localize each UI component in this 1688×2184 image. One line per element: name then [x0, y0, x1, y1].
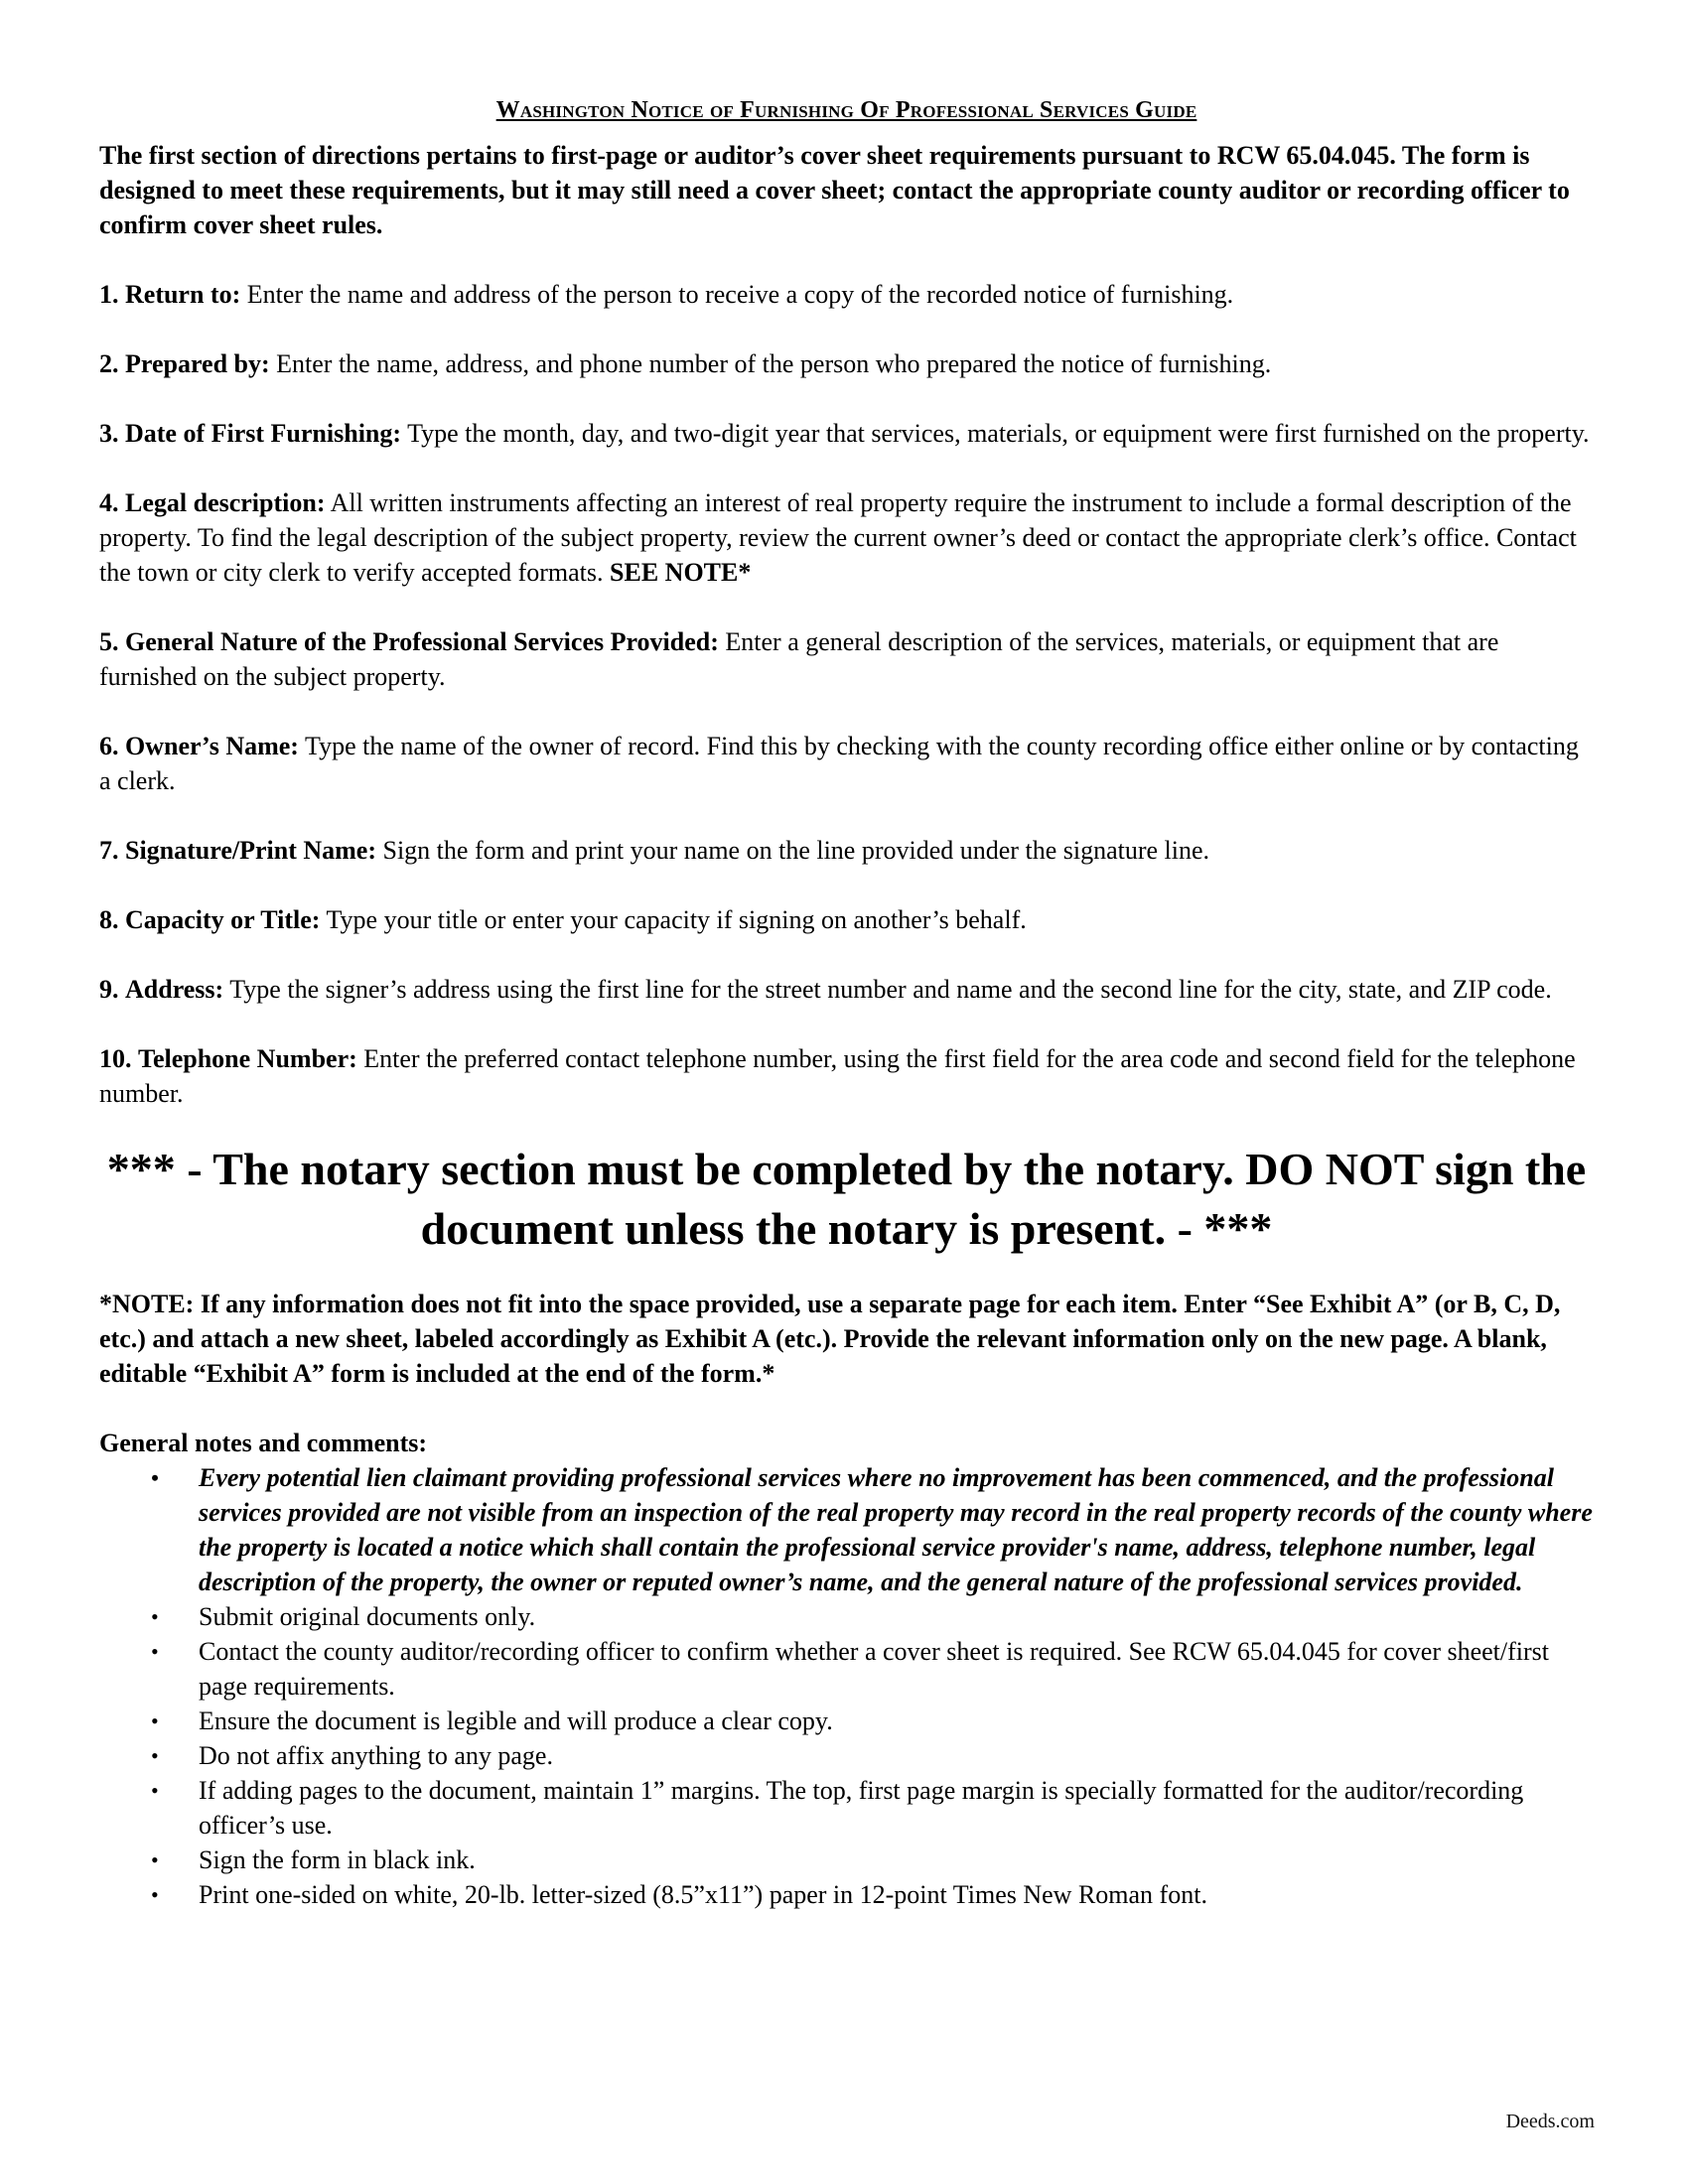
item-text: Sign the form and print your name on the line provided under the signature line. — [376, 836, 1210, 865]
instruction-item-3 — [99, 416, 1594, 451]
general-notes-list — [99, 1460, 1594, 1912]
exhibit-footnote: *NOTE: If any information does not fit into the space provided, use a separate page for each item. Enter “See Exhibit A” (or B, C, D, etc.) and attach a new sheet, labeled accordingly as Exhibit A (etc.). Provide the relevant information only on the new page. A blank, editable “Exhibit A” form is included at the end of the form.* — [99, 1290, 1561, 1388]
item-number: 6. — [99, 732, 119, 760]
item-label: Date of First Furnishing: — [125, 419, 402, 448]
instruction-item-7 — [99, 833, 1594, 868]
item-text: Type the signer’s address using the first line for the street number and name and the second line for the city, state, and ZIP code. — [223, 975, 1552, 1004]
document-title: Washington Notice of Furnishing Of Professional Services Guide — [495, 97, 1197, 123]
item-label: General Nature of the Professional Services Provided: — [125, 627, 719, 656]
item-label: Legal description: — [125, 488, 326, 517]
item-number: 4. — [99, 488, 119, 517]
bullet-icon: • — [151, 1743, 159, 1768]
instruction-item-6 — [99, 729, 1594, 798]
instruction-item-9 — [99, 972, 1594, 1007]
bullet-icon: • — [151, 1778, 159, 1803]
item-label: Prepared by: — [125, 349, 270, 378]
item-text: All written instruments affecting an interest of real property require the instrument to include a formal description of the property. To find the legal description of the subject property, review the current owner’s deed or contact the appropriate clerk’s office. Contact the town or city clerk to verify accepted formats. — [99, 488, 1577, 587]
bullet-icon: • — [151, 1847, 159, 1872]
see-note-reference: SEE NOTE* — [610, 558, 752, 587]
item-number: 5. — [99, 627, 119, 656]
instruction-item-5 — [99, 624, 1594, 694]
bullet-icon: • — [151, 1882, 159, 1907]
item-text: Enter the name and address of the person to receive a copy of the recorded notice of furnishing. — [240, 280, 1234, 309]
document-page — [99, 97, 1594, 1912]
note-text: Every potential lien claimant providing professional services where no improvement has been commenced, and the professional services provided are not visible from an inspection of the real property may record in the real property records of the county where the property is located a notice which shall contain the professional service provider's name, address, telephone number, legal description of the property, the owner or reputed owner’s name, and the general nature of the professional services provided. — [199, 1463, 1593, 1596]
note-item — [99, 1460, 1594, 1599]
note-text: Ensure the document is legible and will produce a clear copy. — [199, 1706, 833, 1735]
item-text: Type your title or enter your capacity if signing on another’s behalf. — [320, 905, 1027, 934]
item-text: Enter a general description of the services, materials, or equipment that are furnished on the subject property. — [99, 627, 1499, 691]
item-number: 1. — [99, 280, 119, 309]
item-label: Capacity or Title: — [125, 905, 321, 934]
note-item — [99, 1634, 1594, 1704]
instruction-item-4 — [99, 485, 1594, 590]
item-number: 8. — [99, 905, 119, 934]
note-item — [99, 1773, 1594, 1843]
instruction-item-8 — [99, 902, 1594, 937]
item-number: 2. — [99, 349, 119, 378]
note-item — [99, 1738, 1594, 1773]
note-text: Contact the county auditor/recording officer to confirm whether a cover sheet is required. See RCW 65.04.045 for cover sheet/first page requirements. — [199, 1637, 1549, 1701]
intro-paragraph: The first section of directions pertains to first-page or auditor’s cover sheet requirements pursuant to RCW 65.04.045. The form is designed to meet these requirements, but it may still need a cover sheet; contact the appropriate county auditor or recording officer to confirm cover sheet rules. — [99, 141, 1570, 239]
item-text: Type the name of the owner of record. Find this by checking with the county recording office either online or by contacting a clerk. — [99, 732, 1579, 795]
instruction-item-1 — [99, 277, 1594, 312]
item-number: 9. — [99, 975, 119, 1004]
item-label: Address: — [125, 975, 224, 1004]
notary-warning: *** - The notary section must be completed by the notary. DO NOT sign the document unless the notary is present. - *** — [106, 1144, 1587, 1254]
bullet-icon: • — [151, 1708, 159, 1733]
footer-brand: Deeds.com — [1505, 2111, 1595, 2132]
note-item — [99, 1599, 1594, 1634]
bullet-icon: • — [151, 1465, 159, 1490]
item-number: 3. — [99, 419, 119, 448]
bullet-icon: • — [151, 1639, 159, 1664]
item-label: Signature/Print Name: — [125, 836, 376, 865]
note-text: Do not affix anything to any page. — [199, 1741, 553, 1770]
note-item — [99, 1843, 1594, 1877]
note-text: Print one-sided on white, 20-lb. letter-sized (8.5”x11”) paper in 12-point Times New Roman font. — [199, 1880, 1207, 1909]
note-item — [99, 1704, 1594, 1738]
instruction-item-10 — [99, 1041, 1594, 1111]
item-number: 10. — [99, 1044, 132, 1073]
note-text: If adding pages to the document, maintain 1” margins. The top, first page margin is specially formatted for the auditor/recording officer’s use. — [199, 1776, 1524, 1840]
item-label: Return to: — [125, 280, 241, 309]
item-text: Enter the preferred contact telephone number, using the first field for the area code and second field for the telephone number. — [99, 1044, 1576, 1108]
item-text: Type the month, day, and two-digit year that services, materials, or equipment were first furnished on the property. — [401, 419, 1590, 448]
note-item — [99, 1877, 1594, 1912]
item-label: Telephone Number: — [138, 1044, 357, 1073]
note-text: Submit original documents only. — [199, 1602, 536, 1631]
note-text: Sign the form in black ink. — [199, 1845, 476, 1874]
instruction-item-2 — [99, 346, 1594, 381]
item-label: Owner’s Name: — [125, 732, 299, 760]
general-notes-heading: General notes and comments: — [99, 1429, 428, 1457]
item-number: 7. — [99, 836, 119, 865]
item-text: Enter the name, address, and phone number of the person who prepared the notice of furnishing. — [269, 349, 1272, 378]
bullet-icon: • — [151, 1604, 159, 1629]
